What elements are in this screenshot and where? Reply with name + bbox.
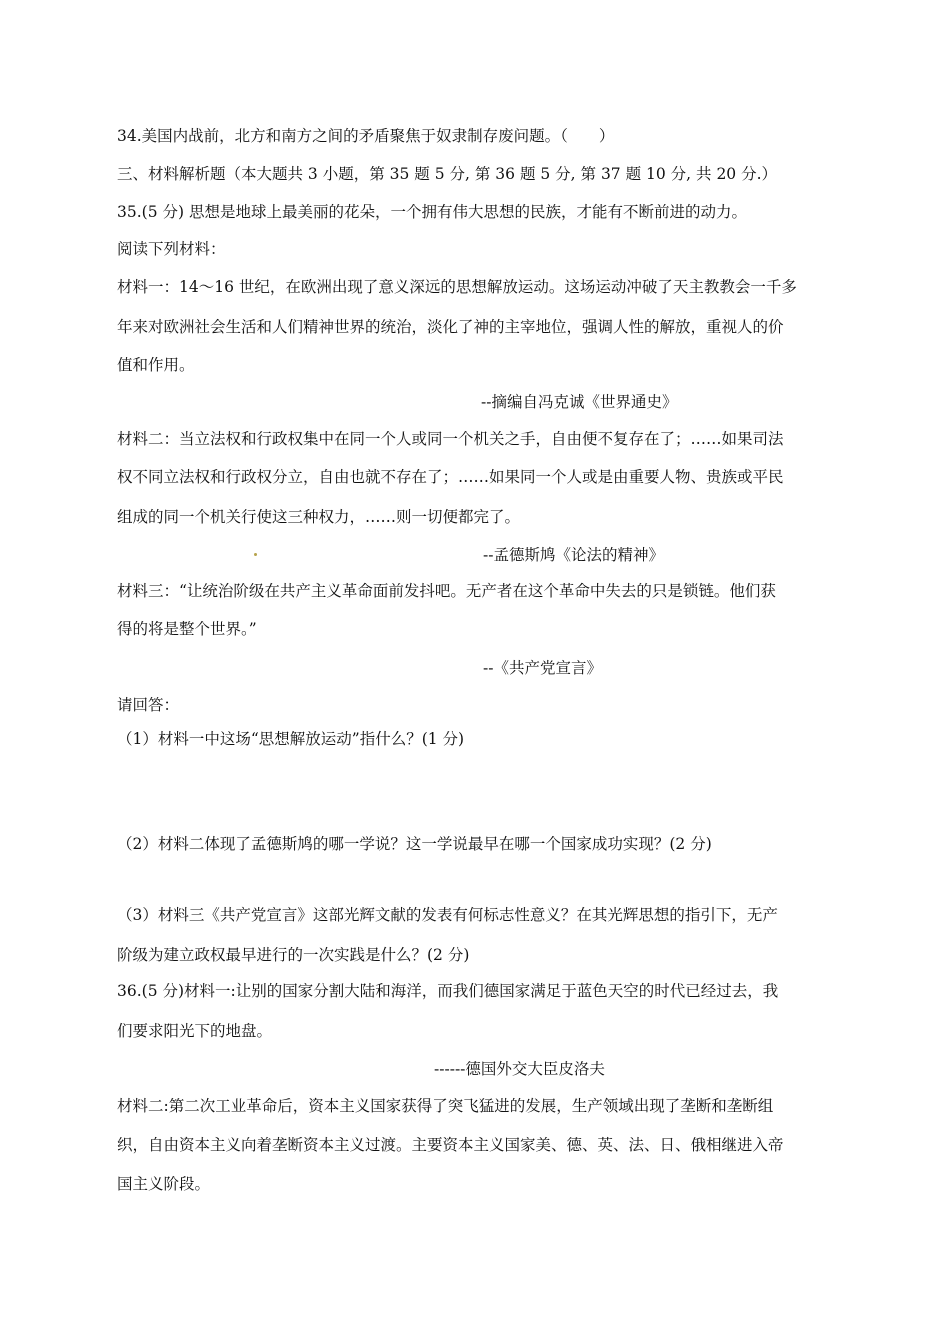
stray-mark	[254, 553, 257, 556]
material-2-line: 权不同立法权和行政权分立，自由也就不存在了；……如果同一个人或是由重要人物、贵族或平民	[117, 468, 784, 486]
material-2-source: --孟德斯鸠《论法的精神》	[483, 546, 664, 564]
material-3-line: 材料三：“让统治阶级在共产主义革命面前发抖吧。无产者在这个革命中失去的只是锁链。他们获	[117, 582, 776, 600]
question-36-material-1-line: 36.(5 分)材料一:让别的国家分割大陆和海洋，而我们德国家满足于蓝色天空的时代已经过去，我	[117, 982, 779, 1000]
material-2-line: 组成的同一个机关行使这三种权力，……则一切便都完了。	[117, 508, 521, 526]
material-1-line: 年来对欧洲社会生活和人们精神世界的统治，淡化了神的主宰地位，强调人性的解放，重视人的价	[117, 318, 784, 336]
question-36-material-2-line: 国主义阶段。	[117, 1175, 211, 1193]
material-1-source: --摘编自冯克诚《世界通史》	[481, 393, 678, 411]
sub-question-1: （1）材料一中这场“思想解放运动”指什么？(1 分)	[117, 730, 465, 748]
question-34: 34.美国内战前，北方和南方之间的矛盾聚焦于奴隶制存废问题。（ ）	[117, 127, 615, 145]
read-instruction: 阅读下列材料：	[117, 240, 226, 258]
answer-prompt: 请回答：	[117, 696, 180, 714]
sub-question-3-line: 阶级为建立政权最早进行的一次实践是什么？(2 分)	[117, 946, 470, 964]
question-36-material-2-line: 材料二:第二次工业革命后，资本主义国家获得了突飞猛进的发展，生产领域出现了垄断和垄断组	[117, 1097, 774, 1115]
material-1-line: 材料一：14～16 世纪，在欧洲出现了意义深远的思想解放运动。这场运动冲破了天主教教会一千多	[117, 278, 797, 296]
question-36-material-1-source: ------德国外交大臣皮洛夫	[434, 1060, 605, 1078]
sub-question-3-line: （3）材料三《共产党宣言》这部光辉文献的发表有何标志性意义？在其光辉思想的指引下，无产	[117, 906, 778, 924]
question-35-intro: 35.(5 分) 思想是地球上最美丽的花朵，一个拥有伟大思想的民族，才能有不断前进的动力。	[117, 203, 747, 221]
sub-question-2: （2）材料二体现了孟德斯鸠的哪一学说？这一学说最早在哪一个国家成功实现？(2 分)	[117, 835, 712, 853]
material-2-line: 材料二：当立法权和行政权集中在同一个人或同一个机关之手，自由便不复存在了；……如果司法	[117, 430, 784, 448]
material-3-source: --《共产党宣言》	[483, 659, 602, 677]
question-36-material-2-line: 织，自由资本主义向着垄断资本主义过渡。主要资本主义国家美、德、英、法、日、俄相继进入帝	[117, 1136, 784, 1154]
material-1-line: 值和作用。	[117, 356, 195, 374]
section-3-heading: 三、材料解析题（本大题共 3 小题，第 35 题 5 分, 第 36 题 5 分, 第 37 题 10 分, 共 20 分.）	[117, 165, 778, 183]
material-3-line: 得的将是整个世界。”	[117, 620, 257, 638]
question-36-material-1-line: 们要求阳光下的地盘。	[117, 1022, 273, 1040]
